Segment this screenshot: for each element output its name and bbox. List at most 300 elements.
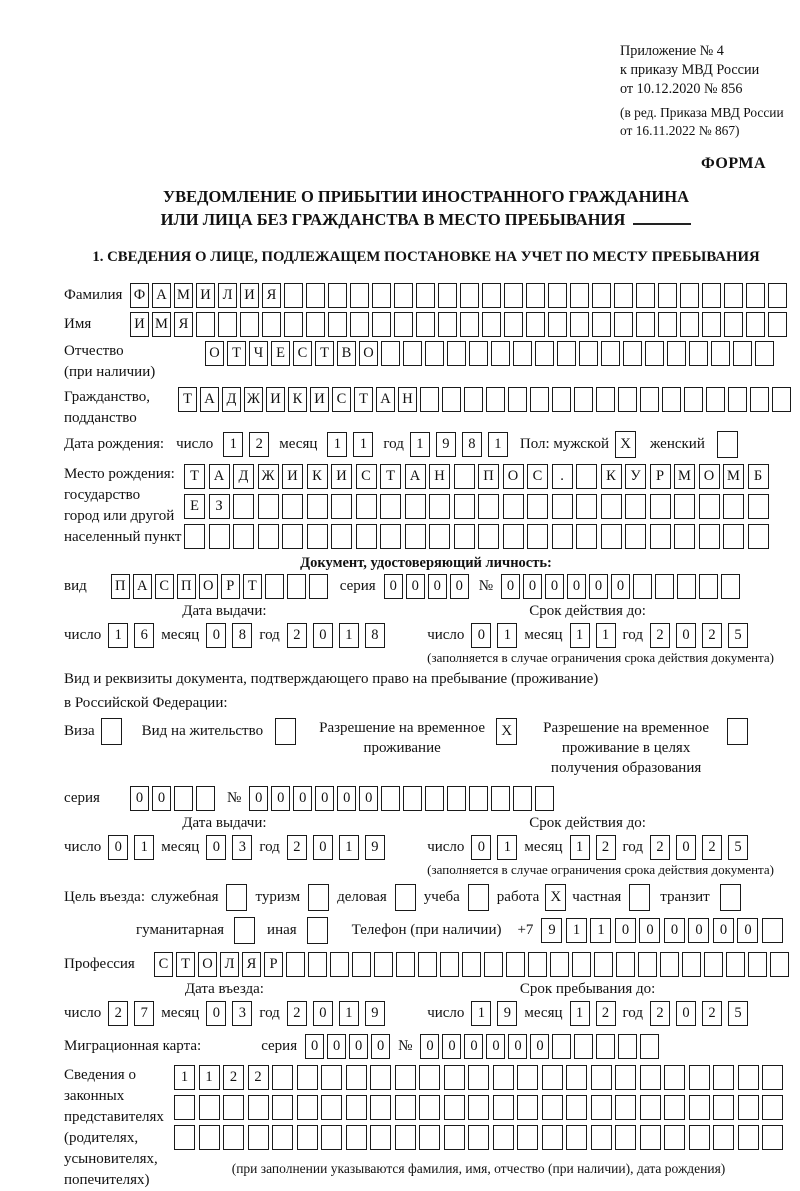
char-cell[interactable]	[689, 1095, 710, 1120]
char-cell[interactable]: 2	[702, 623, 722, 648]
char-cell[interactable]	[506, 952, 525, 977]
temp-residence-checkbox[interactable]: X	[496, 718, 517, 745]
char-cell[interactable]: 1	[471, 1001, 491, 1026]
char-cell[interactable]	[636, 312, 655, 337]
char-cell[interactable]	[297, 1065, 318, 1090]
char-cell[interactable]	[370, 1095, 391, 1120]
char-cell[interactable]: 9	[497, 1001, 517, 1026]
char-cell[interactable]	[738, 1125, 759, 1150]
char-cell[interactable]	[307, 524, 328, 549]
char-cell[interactable]	[307, 494, 328, 519]
char-cell[interactable]	[491, 341, 510, 366]
char-cell[interactable]	[680, 283, 699, 308]
char-cell[interactable]: И	[130, 312, 149, 337]
char-cell[interactable]	[650, 494, 671, 519]
char-cell[interactable]: 2	[702, 1001, 722, 1026]
char-cell[interactable]	[346, 1065, 367, 1090]
char-cell[interactable]: 0	[271, 786, 290, 811]
char-cell[interactable]: 1	[339, 835, 359, 860]
char-cell[interactable]	[425, 786, 444, 811]
char-cell[interactable]: 0	[428, 574, 447, 599]
char-cell[interactable]	[548, 283, 567, 308]
char-cell[interactable]: 0	[206, 1001, 226, 1026]
char-cell[interactable]	[645, 341, 664, 366]
char-cell[interactable]: 9	[365, 835, 385, 860]
char-cell[interactable]	[566, 1125, 587, 1150]
char-cell[interactable]	[218, 312, 237, 337]
char-cell[interactable]	[592, 283, 611, 308]
char-cell[interactable]	[517, 1095, 538, 1120]
char-cell[interactable]	[615, 1065, 636, 1090]
char-cell[interactable]	[196, 786, 215, 811]
visa-checkbox[interactable]	[101, 718, 122, 745]
char-cell[interactable]: 1	[570, 1001, 590, 1026]
char-cell[interactable]	[535, 786, 554, 811]
char-cell[interactable]	[493, 1065, 514, 1090]
char-cell[interactable]	[321, 1095, 342, 1120]
char-cell[interactable]	[738, 1065, 759, 1090]
char-cell[interactable]	[591, 1065, 612, 1090]
temp-residence-edu-checkbox[interactable]	[727, 718, 748, 745]
char-cell[interactable]	[542, 1095, 563, 1120]
char-cell[interactable]: 2	[249, 432, 269, 457]
char-cell[interactable]	[330, 952, 349, 977]
char-cell[interactable]	[615, 1125, 636, 1150]
char-cell[interactable]	[636, 283, 655, 308]
char-cell[interactable]: 1	[327, 432, 347, 457]
char-cell[interactable]	[233, 524, 254, 549]
char-cell[interactable]: 0	[384, 574, 403, 599]
char-cell[interactable]: 0	[471, 835, 491, 860]
char-cell[interactable]	[199, 1125, 220, 1150]
char-cell[interactable]: Т	[243, 574, 262, 599]
char-cell[interactable]: К	[288, 387, 307, 412]
char-cell[interactable]	[478, 524, 499, 549]
char-cell[interactable]	[416, 283, 435, 308]
char-cell[interactable]	[699, 574, 718, 599]
char-cell[interactable]: Ф	[130, 283, 149, 308]
char-cell[interactable]	[258, 494, 279, 519]
char-cell[interactable]	[380, 494, 401, 519]
char-cell[interactable]: А	[405, 464, 426, 489]
char-cell[interactable]	[513, 341, 532, 366]
char-cell[interactable]: 1	[223, 432, 243, 457]
char-cell[interactable]: С	[293, 341, 312, 366]
char-cell[interactable]	[677, 574, 696, 599]
char-cell[interactable]	[240, 312, 259, 337]
char-cell[interactable]	[658, 283, 677, 308]
char-cell[interactable]: 2	[223, 1065, 244, 1090]
char-cell[interactable]	[713, 1095, 734, 1120]
char-cell[interactable]: Р	[221, 574, 240, 599]
char-cell[interactable]: Т	[315, 341, 334, 366]
char-cell[interactable]	[395, 1095, 416, 1120]
char-cell[interactable]: С	[356, 464, 377, 489]
char-cell[interactable]	[640, 1065, 661, 1090]
char-cell[interactable]	[517, 1065, 538, 1090]
char-cell[interactable]	[262, 312, 281, 337]
char-cell[interactable]	[419, 1125, 440, 1150]
char-cell[interactable]	[405, 524, 426, 549]
char-cell[interactable]	[689, 1125, 710, 1150]
char-cell[interactable]: 1	[488, 432, 508, 457]
char-cell[interactable]	[618, 1034, 637, 1059]
char-cell[interactable]	[601, 341, 620, 366]
char-cell[interactable]: 0	[486, 1034, 505, 1059]
char-cell[interactable]: 0	[737, 918, 758, 943]
char-cell[interactable]: 1	[590, 918, 611, 943]
char-cell[interactable]: Р	[264, 952, 283, 977]
char-cell[interactable]: 0	[567, 574, 586, 599]
char-cell[interactable]	[552, 524, 573, 549]
purpose-gumanitarnaya-checkbox[interactable]	[234, 917, 255, 944]
char-cell[interactable]: 1	[199, 1065, 220, 1090]
char-cell[interactable]: 2	[650, 1001, 670, 1026]
char-cell[interactable]	[618, 387, 637, 412]
char-cell[interactable]	[574, 387, 593, 412]
char-cell[interactable]	[762, 1125, 783, 1150]
char-cell[interactable]: 0	[313, 623, 333, 648]
purpose-sluzhebnaya-checkbox[interactable]	[226, 884, 247, 911]
char-cell[interactable]: 0	[313, 1001, 333, 1026]
char-cell[interactable]	[528, 952, 547, 977]
char-cell[interactable]	[405, 494, 426, 519]
char-cell[interactable]: 2	[248, 1065, 269, 1090]
char-cell[interactable]	[664, 1095, 685, 1120]
char-cell[interactable]	[640, 1125, 661, 1150]
char-cell[interactable]	[770, 952, 789, 977]
char-cell[interactable]: 2	[596, 835, 616, 860]
char-cell[interactable]	[297, 1095, 318, 1120]
char-cell[interactable]	[508, 387, 527, 412]
char-cell[interactable]: 0	[523, 574, 542, 599]
char-cell[interactable]: А	[200, 387, 219, 412]
char-cell[interactable]: Т	[227, 341, 246, 366]
char-cell[interactable]: Я	[242, 952, 261, 977]
char-cell[interactable]	[594, 952, 613, 977]
char-cell[interactable]	[689, 341, 708, 366]
char-cell[interactable]	[535, 341, 554, 366]
char-cell[interactable]	[418, 952, 437, 977]
char-cell[interactable]: 1	[174, 1065, 195, 1090]
char-cell[interactable]	[447, 786, 466, 811]
char-cell[interactable]: И	[310, 387, 329, 412]
char-cell[interactable]	[356, 524, 377, 549]
char-cell[interactable]: 0	[464, 1034, 483, 1059]
char-cell[interactable]: С	[332, 387, 351, 412]
char-cell[interactable]	[454, 464, 475, 489]
char-cell[interactable]: 0	[293, 786, 312, 811]
char-cell[interactable]: О	[198, 952, 217, 977]
char-cell[interactable]	[196, 312, 215, 337]
char-cell[interactable]	[286, 952, 305, 977]
char-cell[interactable]	[616, 952, 635, 977]
char-cell[interactable]	[570, 283, 589, 308]
char-cell[interactable]	[689, 1065, 710, 1090]
char-cell[interactable]: 5	[728, 835, 748, 860]
char-cell[interactable]	[321, 1065, 342, 1090]
char-cell[interactable]: М	[723, 464, 744, 489]
char-cell[interactable]	[306, 312, 325, 337]
char-cell[interactable]	[503, 524, 524, 549]
char-cell[interactable]	[425, 341, 444, 366]
char-cell[interactable]	[650, 524, 671, 549]
char-cell[interactable]	[566, 1065, 587, 1090]
char-cell[interactable]	[429, 524, 450, 549]
char-cell[interactable]	[713, 1125, 734, 1150]
char-cell[interactable]: 0	[305, 1034, 324, 1059]
char-cell[interactable]: Т	[184, 464, 205, 489]
char-cell[interactable]	[284, 312, 303, 337]
char-cell[interactable]	[282, 524, 303, 549]
char-cell[interactable]: 8	[232, 623, 252, 648]
char-cell[interactable]: П	[111, 574, 130, 599]
char-cell[interactable]	[174, 786, 193, 811]
char-cell[interactable]	[352, 952, 371, 977]
char-cell[interactable]	[755, 341, 774, 366]
char-cell[interactable]	[331, 494, 352, 519]
char-cell[interactable]	[468, 1125, 489, 1150]
char-cell[interactable]: Б	[748, 464, 769, 489]
char-cell[interactable]	[420, 387, 439, 412]
char-cell[interactable]: 3	[232, 1001, 252, 1026]
char-cell[interactable]	[504, 312, 523, 337]
char-cell[interactable]: К	[307, 464, 328, 489]
char-cell[interactable]	[591, 1125, 612, 1150]
char-cell[interactable]	[370, 1065, 391, 1090]
char-cell[interactable]: 0	[545, 574, 564, 599]
char-cell[interactable]: .	[552, 464, 573, 489]
char-cell[interactable]	[309, 574, 328, 599]
char-cell[interactable]	[702, 312, 721, 337]
char-cell[interactable]	[223, 1125, 244, 1150]
char-cell[interactable]	[552, 494, 573, 519]
char-cell[interactable]: Я	[174, 312, 193, 337]
char-cell[interactable]	[699, 524, 720, 549]
char-cell[interactable]: 0	[676, 1001, 696, 1026]
char-cell[interactable]	[570, 312, 589, 337]
char-cell[interactable]	[614, 283, 633, 308]
char-cell[interactable]	[493, 1095, 514, 1120]
char-cell[interactable]: 0	[688, 918, 709, 943]
char-cell[interactable]: 0	[664, 918, 685, 943]
char-cell[interactable]	[601, 524, 622, 549]
char-cell[interactable]: И	[331, 464, 352, 489]
char-cell[interactable]	[655, 574, 674, 599]
char-cell[interactable]	[576, 494, 597, 519]
char-cell[interactable]: Л	[220, 952, 239, 977]
char-cell[interactable]	[287, 574, 306, 599]
char-cell[interactable]	[460, 312, 479, 337]
char-cell[interactable]: В	[337, 341, 356, 366]
char-cell[interactable]: Д	[222, 387, 241, 412]
char-cell[interactable]: 0	[501, 574, 520, 599]
char-cell[interactable]: А	[376, 387, 395, 412]
char-cell[interactable]: Ж	[258, 464, 279, 489]
char-cell[interactable]	[542, 1065, 563, 1090]
char-cell[interactable]: Е	[184, 494, 205, 519]
char-cell[interactable]	[667, 341, 686, 366]
purpose-chastnaya-checkbox[interactable]	[629, 884, 650, 911]
char-cell[interactable]: Е	[271, 341, 290, 366]
char-cell[interactable]	[711, 341, 730, 366]
char-cell[interactable]: 9	[365, 1001, 385, 1026]
char-cell[interactable]: Ч	[249, 341, 268, 366]
char-cell[interactable]: 0	[530, 1034, 549, 1059]
char-cell[interactable]: 1	[497, 835, 517, 860]
char-cell[interactable]	[438, 312, 457, 337]
char-cell[interactable]	[762, 918, 783, 943]
char-cell[interactable]	[550, 952, 569, 977]
char-cell[interactable]	[662, 387, 681, 412]
char-cell[interactable]	[733, 341, 752, 366]
char-cell[interactable]: Я	[262, 283, 281, 308]
char-cell[interactable]	[328, 283, 347, 308]
char-cell[interactable]: 0	[327, 1034, 346, 1059]
char-cell[interactable]	[381, 786, 400, 811]
char-cell[interactable]	[762, 1095, 783, 1120]
char-cell[interactable]: 0	[471, 623, 491, 648]
char-cell[interactable]	[664, 1125, 685, 1150]
char-cell[interactable]: 1	[570, 835, 590, 860]
char-cell[interactable]	[596, 387, 615, 412]
char-cell[interactable]	[328, 312, 347, 337]
char-cell[interactable]: 0	[313, 835, 333, 860]
char-cell[interactable]: И	[266, 387, 285, 412]
char-cell[interactable]: О	[205, 341, 224, 366]
char-cell[interactable]: А	[152, 283, 171, 308]
char-cell[interactable]	[513, 786, 532, 811]
char-cell[interactable]: 2	[287, 623, 307, 648]
char-cell[interactable]: А	[209, 464, 230, 489]
char-cell[interactable]: 0	[108, 835, 128, 860]
char-cell[interactable]	[527, 524, 548, 549]
purpose-turizm-checkbox[interactable]	[308, 884, 329, 911]
char-cell[interactable]	[750, 387, 769, 412]
char-cell[interactable]	[380, 524, 401, 549]
char-cell[interactable]: 0	[615, 918, 636, 943]
char-cell[interactable]	[682, 952, 701, 977]
purpose-rabota-checkbox[interactable]: X	[545, 884, 566, 911]
char-cell[interactable]	[395, 1065, 416, 1090]
char-cell[interactable]: 1	[108, 623, 128, 648]
char-cell[interactable]	[209, 524, 230, 549]
char-cell[interactable]: Н	[429, 464, 450, 489]
char-cell[interactable]	[684, 387, 703, 412]
char-cell[interactable]	[419, 1065, 440, 1090]
char-cell[interactable]: 0	[206, 835, 226, 860]
char-cell[interactable]	[416, 312, 435, 337]
char-cell[interactable]	[462, 952, 481, 977]
char-cell[interactable]	[724, 312, 743, 337]
char-cell[interactable]	[469, 341, 488, 366]
char-cell[interactable]	[552, 387, 571, 412]
char-cell[interactable]	[403, 341, 422, 366]
char-cell[interactable]	[440, 952, 459, 977]
char-cell[interactable]	[223, 1095, 244, 1120]
char-cell[interactable]	[403, 786, 422, 811]
char-cell[interactable]	[526, 283, 545, 308]
purpose-inaya-checkbox[interactable]	[307, 917, 328, 944]
char-cell[interactable]: Т	[354, 387, 373, 412]
char-cell[interactable]: 0	[508, 1034, 527, 1059]
char-cell[interactable]: Ж	[244, 387, 263, 412]
char-cell[interactable]	[723, 524, 744, 549]
char-cell[interactable]: О	[503, 464, 524, 489]
char-cell[interactable]	[372, 312, 391, 337]
char-cell[interactable]	[482, 283, 501, 308]
char-cell[interactable]	[184, 524, 205, 549]
char-cell[interactable]	[557, 341, 576, 366]
char-cell[interactable]: 0	[676, 623, 696, 648]
purpose-ucheba-checkbox[interactable]	[468, 884, 489, 911]
char-cell[interactable]	[640, 387, 659, 412]
char-cell[interactable]: 5	[728, 623, 748, 648]
char-cell[interactable]: 0	[152, 786, 171, 811]
char-cell[interactable]	[591, 1095, 612, 1120]
char-cell[interactable]	[460, 283, 479, 308]
char-cell[interactable]: О	[359, 341, 378, 366]
char-cell[interactable]: Л	[218, 283, 237, 308]
char-cell[interactable]	[625, 524, 646, 549]
char-cell[interactable]	[552, 1034, 571, 1059]
char-cell[interactable]	[482, 312, 501, 337]
char-cell[interactable]	[746, 283, 765, 308]
char-cell[interactable]	[284, 283, 303, 308]
char-cell[interactable]	[574, 1034, 593, 1059]
char-cell[interactable]	[469, 786, 488, 811]
char-cell[interactable]	[381, 341, 400, 366]
char-cell[interactable]	[548, 312, 567, 337]
char-cell[interactable]	[372, 283, 391, 308]
char-cell[interactable]	[447, 341, 466, 366]
char-cell[interactable]	[394, 283, 413, 308]
char-cell[interactable]	[454, 494, 475, 519]
char-cell[interactable]	[174, 1095, 195, 1120]
char-cell[interactable]	[306, 283, 325, 308]
char-cell[interactable]: 0	[359, 786, 378, 811]
char-cell[interactable]: И	[196, 283, 215, 308]
char-cell[interactable]	[658, 312, 677, 337]
char-cell[interactable]: 0	[611, 574, 630, 599]
char-cell[interactable]: 2	[650, 835, 670, 860]
char-cell[interactable]: 8	[462, 432, 482, 457]
char-cell[interactable]	[625, 494, 646, 519]
char-cell[interactable]: 8	[365, 623, 385, 648]
char-cell[interactable]: 2	[702, 835, 722, 860]
char-cell[interactable]: 9	[436, 432, 456, 457]
char-cell[interactable]	[174, 1125, 195, 1150]
char-cell[interactable]	[442, 387, 461, 412]
char-cell[interactable]: С	[527, 464, 548, 489]
char-cell[interactable]	[321, 1125, 342, 1150]
char-cell[interactable]: 6	[134, 623, 154, 648]
char-cell[interactable]: 2	[287, 1001, 307, 1026]
char-cell[interactable]	[704, 952, 723, 977]
char-cell[interactable]: 5	[728, 1001, 748, 1026]
char-cell[interactable]	[664, 1065, 685, 1090]
char-cell[interactable]	[503, 494, 524, 519]
char-cell[interactable]	[680, 312, 699, 337]
char-cell[interactable]	[438, 283, 457, 308]
char-cell[interactable]	[713, 1065, 734, 1090]
char-cell[interactable]	[233, 494, 254, 519]
char-cell[interactable]	[248, 1125, 269, 1150]
char-cell[interactable]	[395, 1125, 416, 1150]
char-cell[interactable]: И	[282, 464, 303, 489]
char-cell[interactable]	[721, 574, 740, 599]
char-cell[interactable]	[468, 1065, 489, 1090]
